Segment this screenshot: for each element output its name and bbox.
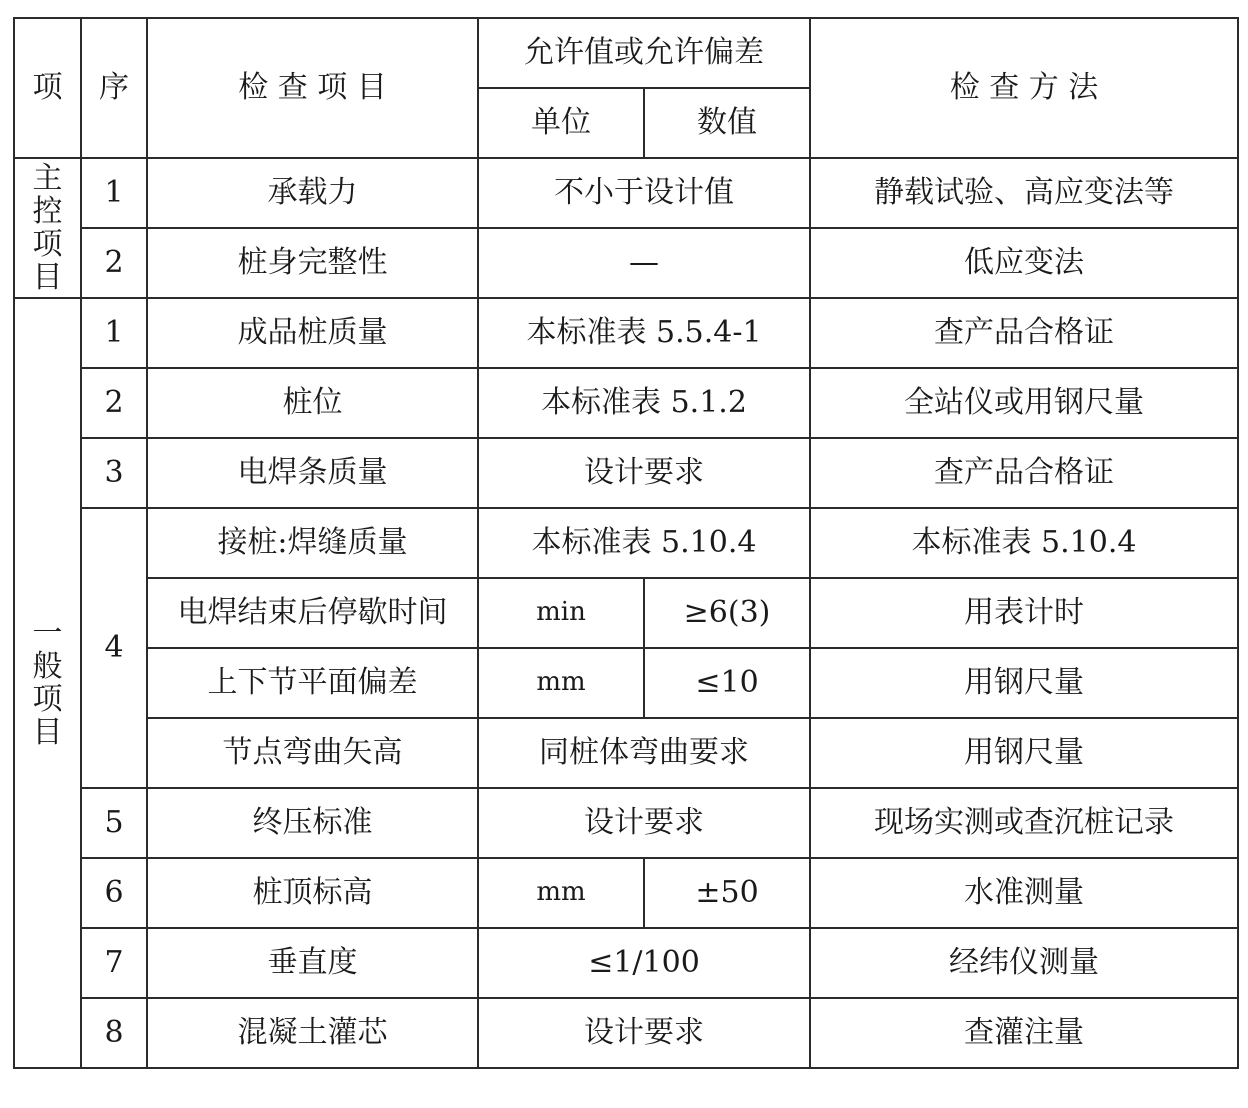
table-row	[14, 298, 1238, 368]
row-item: 节点弯曲矢高	[147, 718, 478, 788]
row-item: 垂直度	[147, 928, 478, 998]
inspection-table	[13, 17, 1239, 1069]
row-method: 水准测量	[810, 858, 1238, 928]
group-char: 主	[32, 161, 63, 196]
row-seq: 6	[81, 858, 147, 928]
row-method: 查灌注量	[810, 998, 1238, 1068]
table-row	[14, 158, 1238, 228]
row-allowance: 设计要求	[478, 438, 810, 508]
header-check-item: 检 查 项 目	[147, 18, 478, 158]
row-allowance: 本标准表 5.10.4	[478, 508, 810, 578]
row-method: 查产品合格证	[810, 298, 1238, 368]
row-allowance: 设计要求	[478, 998, 810, 1068]
table-row	[14, 788, 1238, 858]
group-char: 一	[32, 616, 63, 651]
header-value: 数值	[644, 88, 810, 158]
row-method: 查产品合格证	[810, 438, 1238, 508]
row-seq: 2	[81, 228, 147, 298]
group-general	[14, 298, 81, 1068]
row-seq: 1	[81, 158, 147, 228]
table-row	[14, 508, 1238, 578]
row-allowance: 不小于设计值	[478, 158, 810, 228]
group-main-control	[14, 158, 81, 298]
row-method: 现场实测或查沉桩记录	[810, 788, 1238, 858]
header-allowance: 允许值或允许偏差	[478, 18, 810, 88]
header-method: 检 查 方 法	[810, 18, 1238, 158]
table-row	[14, 998, 1238, 1068]
row-method: 用钢尺量	[810, 718, 1238, 788]
row-value: ≥6(3)	[644, 578, 810, 648]
row-method: 经纬仪测量	[810, 928, 1238, 998]
row-value: ≤10	[644, 648, 810, 718]
row-seq: 7	[81, 928, 147, 998]
row-unit: min	[478, 578, 644, 648]
row-unit: mm	[478, 858, 644, 928]
row-item: 承载力	[147, 158, 478, 228]
table-row	[14, 858, 1238, 928]
header-row-1	[14, 18, 1238, 88]
table-row	[14, 578, 1238, 648]
row-seq: 8	[81, 998, 147, 1068]
row-item: 桩位	[147, 368, 478, 438]
table-row	[14, 368, 1238, 438]
table-row	[14, 928, 1238, 998]
row-method: 用表计时	[810, 578, 1238, 648]
row-allowance: 本标准表 5.1.2	[478, 368, 810, 438]
row-seq: 4	[81, 508, 147, 788]
table-row	[14, 648, 1238, 718]
group-char: 目	[32, 715, 63, 750]
row-item: 上下节平面偏差	[147, 648, 478, 718]
row-method: 低应变法	[810, 228, 1238, 298]
table-row	[14, 228, 1238, 298]
row-allowance: 同桩体弯曲要求	[478, 718, 810, 788]
group-char: 项	[32, 227, 63, 262]
row-method: 全站仪或用钢尺量	[810, 368, 1238, 438]
row-seq: 5	[81, 788, 147, 858]
row-item: 桩身完整性	[147, 228, 478, 298]
row-item: 混凝土灌芯	[147, 998, 478, 1068]
row-allowance: 本标准表 5.5.4-1	[478, 298, 810, 368]
row-item: 终压标准	[147, 788, 478, 858]
row-method: 用钢尺量	[810, 648, 1238, 718]
row-method: 本标准表 5.10.4	[810, 508, 1238, 578]
row-value: ±50	[644, 858, 810, 928]
row-method: 静载试验、高应变法等	[810, 158, 1238, 228]
row-allowance: ≤1/100	[478, 928, 810, 998]
row-unit: mm	[478, 648, 644, 718]
group-char: 目	[32, 260, 63, 295]
row-item: 成品桩质量	[147, 298, 478, 368]
table-row	[14, 438, 1238, 508]
header-unit: 单位	[478, 88, 644, 158]
header-item: 项	[14, 18, 81, 158]
table-row	[14, 718, 1238, 788]
group-char: 项	[32, 682, 63, 717]
row-allowance: —	[478, 228, 810, 298]
header-seq: 序	[81, 18, 147, 158]
group-char: 般	[32, 649, 63, 684]
row-item: 电焊结束后停歇时间	[147, 578, 478, 648]
row-seq: 1	[81, 298, 147, 368]
group-char: 控	[32, 194, 63, 229]
row-allowance: 设计要求	[478, 788, 810, 858]
row-seq: 3	[81, 438, 147, 508]
row-item: 电焊条质量	[147, 438, 478, 508]
row-seq: 2	[81, 368, 147, 438]
row-item: 桩顶标高	[147, 858, 478, 928]
row-item: 接桩:焊缝质量	[147, 508, 478, 578]
